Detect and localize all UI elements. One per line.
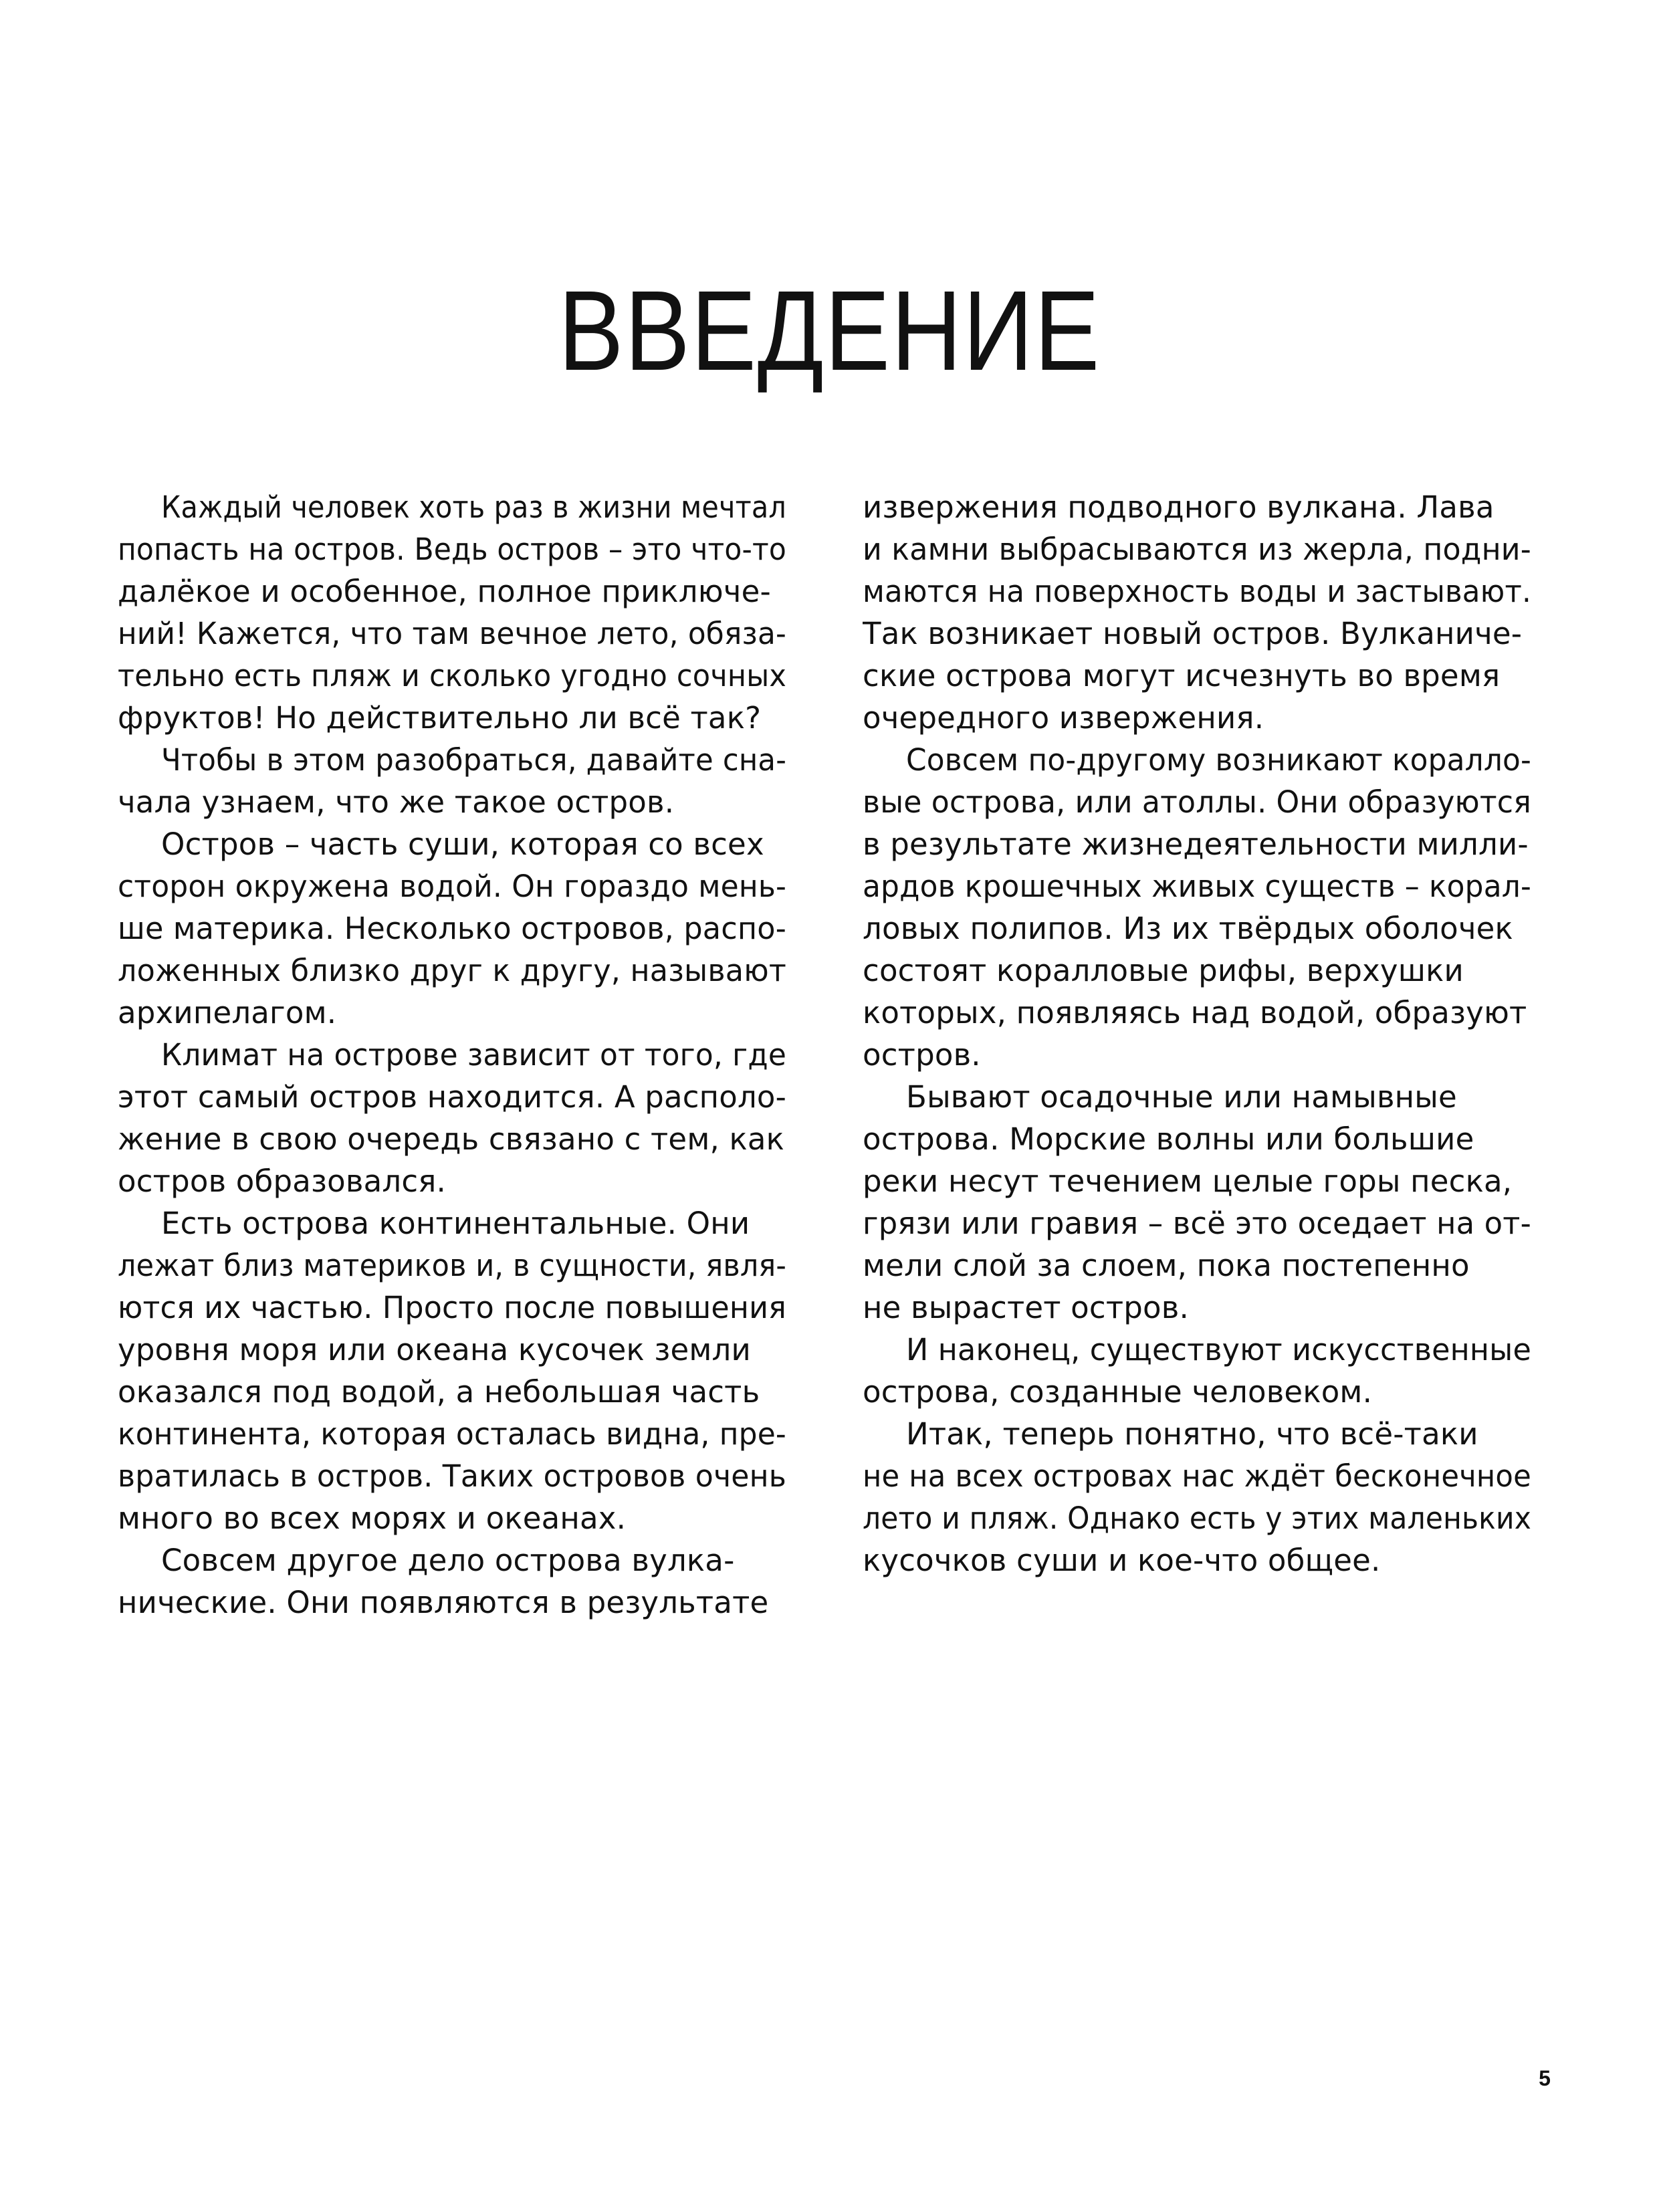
text-line: лето и пляж. Однако есть у этих маленьких (863, 1501, 1531, 1536)
text-line: реки несут течением целые горы песка, (863, 1164, 1513, 1199)
text-column-left (118, 486, 786, 1650)
text-line: ардов крошечных живых существ – корал- (863, 869, 1531, 904)
page-title: ВВЕДЕНИЕ (558, 267, 1101, 395)
text-line: в результате жизнедеятельности милли- (863, 826, 1529, 862)
text-line: не на всех островах нас ждёт бесконечное (863, 1458, 1531, 1494)
text-line: ложенных близко друг к другу, называют (118, 953, 786, 988)
text-line: попасть на остров. Ведь остров – это что-то (118, 532, 786, 567)
text-line: вратилась в остров. Таких островов очень (118, 1458, 786, 1494)
text-line: ские острова могут исчезнуть во время (863, 658, 1501, 693)
text-line: оказался под водой, а небольшая часть (118, 1374, 760, 1410)
text-line: Каждый человек хоть раз в жизни мечтал (161, 489, 786, 525)
text-column-right (863, 486, 1531, 1650)
text-line: лежат близ материков и, в сущности, явля- (118, 1248, 786, 1283)
text-line: Итак, теперь понятно, что всё-таки (906, 1416, 1478, 1452)
text-line: континента, которая осталась видна, пре- (118, 1416, 786, 1452)
page-number: 5 (1539, 2066, 1551, 2090)
text-line: Бывают осадочные или намывные (906, 1079, 1457, 1115)
text-line: острова. Морские волны или большие (863, 1121, 1474, 1157)
text-line: не вырастет остров. (863, 1290, 1189, 1325)
text-line: и камни выбрасываются из жерла, подни- (863, 532, 1531, 567)
text-line: состоят коралловые рифы, верхушки (863, 953, 1464, 988)
text-line: архипелагом. (118, 995, 337, 1030)
text-line: фруктов! Но действительно ли всё так? (118, 700, 762, 736)
text-line: вые острова, или атоллы. Они образуются (863, 784, 1531, 820)
text-line: которых, появляясь над водой, образуют (863, 995, 1527, 1030)
text-line: этот самый остров находится. А располо- (118, 1079, 786, 1115)
text-line: тельно есть пляж и сколько угодно сочных (118, 658, 786, 693)
text-line: уровня моря или океана кусочек земли (118, 1332, 751, 1367)
text-line: Совсем по-другому возникают коралло- (906, 742, 1531, 778)
text-line: извержения подводного вулкана. Лава (863, 489, 1495, 525)
text-line: острова, созданные человеком. (863, 1374, 1373, 1410)
text-line: остров. (863, 1037, 981, 1073)
text-line: жение в свою очередь связано с тем, как (118, 1121, 785, 1157)
text-line: Остров – часть суши, которая со всех (161, 826, 764, 862)
text-line: Есть острова континентальные. Они (161, 1206, 750, 1241)
text-line: И наконец, существуют искусственные (906, 1332, 1531, 1367)
text-line: ний! Кажется, что там вечное лето, обяза- (118, 616, 786, 651)
text-line: ше материка. Несколько островов, распо- (118, 911, 786, 946)
text-line: сторон окружена водой. Он гораздо мень- (118, 869, 786, 904)
text-line: много во всех морях и океанах. (118, 1501, 627, 1536)
text-line: чала узнаем, что же такое остров. (118, 784, 675, 820)
text-line: Совсем другое дело острова вулка- (161, 1543, 735, 1578)
text-line: мели слой за слоем, пока постепенно (863, 1248, 1470, 1283)
text-line: ются их частью. Просто после повышения (118, 1290, 786, 1325)
text-line: кусочков суши и кое-что общее. (863, 1543, 1381, 1578)
text-line: Так возникает новый остров. Вулканиче- (863, 616, 1523, 651)
text-line: грязи или гравия – всё это оседает на от- (863, 1206, 1531, 1241)
text-line: ловых полипов. Из их твёрдых оболочек (863, 911, 1513, 946)
text-line: далёкое и особенное, полное приключе- (118, 574, 771, 609)
text-line: маются на поверхность воды и застывают. (863, 574, 1531, 609)
text-line: нические. Они появляются в результате (118, 1585, 769, 1620)
text-line: Чтобы в этом разобраться, давайте сна- (161, 742, 786, 778)
text-line: остров образовался. (118, 1164, 447, 1199)
text-line: Климат на острове зависит от того, где (161, 1037, 786, 1073)
text-line: очередного извержения. (863, 700, 1264, 736)
